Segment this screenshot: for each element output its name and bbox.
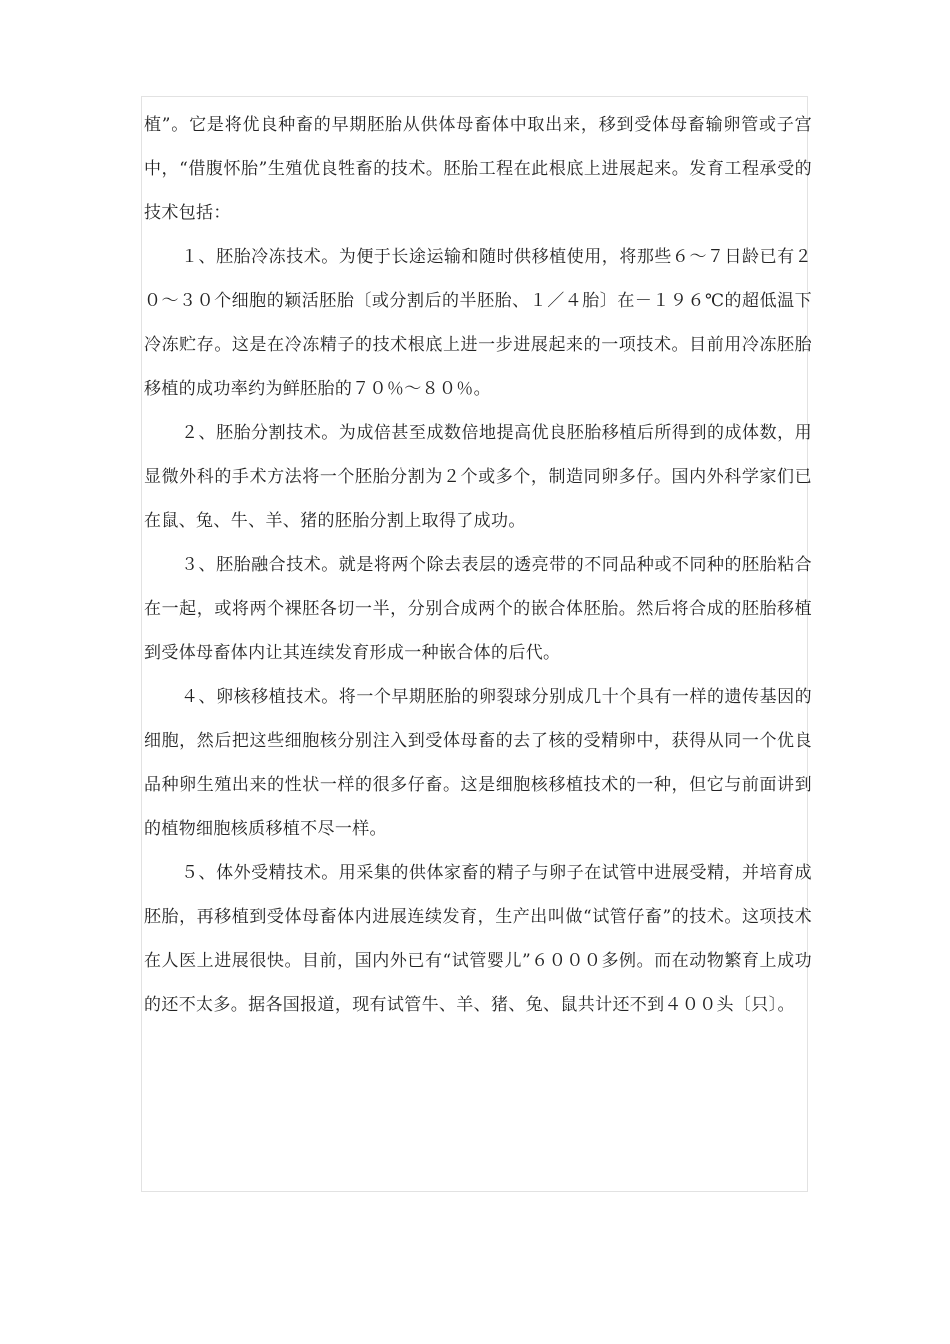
paragraph-embryo-fusion: ３、胚胎融合技术。就是将两个除去表层的透亮带的不同品种或不同种的胚胎粘合在一起，或将两个裸胚各切一半，分别合成两个的嵌合体胚胎。然后将合成的胚胎移植到受体母畜体内让其连续发育形成一种嵌合体的后代。	[144, 555, 812, 663]
paragraph-embryo-freezing: １、胚胎冷冻技术。为便于长途运输和随时供移植使用，将那些６～７日龄已有２０～３０个细胞的颖活胚胎〔或分割后的半胚胎、１／４胎〕在－１９６℃的超低温下冷冻贮存。这是在冷冻精子的技术根底上进一步进展起来的一项技术。目前用冷冻胚胎移植的成功率约为鲜胚胎的７０％～８０％。	[144, 247, 812, 399]
paragraph-intro: 植”。它是将优良种畜的早期胚胎从供体母畜体中取出来，移到受体母畜输卵管或子宫中，“借腹怀胎”生殖优良牲畜的技术。胚胎工程在此根底上进展起来。发育工程承受的技术包括：	[144, 115, 812, 223]
paragraph-nuclear-transfer: ４、卵核移植技术。将一个早期胚胎的卵裂球分别成几十个具有一样的遗传基因的细胞，然后把这些细胞核分别注入到受体母畜的去了核的受精卵中，获得从同一个优良品种卵生殖出来的性状一样的很多仔畜。这是细胞核移植技术的一种，但它与前面讲到的植物细胞核质移植不尽一样。	[144, 687, 812, 839]
paragraph-ivf: ５、体外受精技术。用采集的供体家畜的精子与卵子在试管中进展受精，并培育成胚胎，再移植到受体母畜体内进展连续发育，生产出叫做“试管仔畜”的技术。这项技术在人医上进展很快。目前，国内外已有“试管婴儿”６０００多例。而在动物繁育上成功的还不太多。据各国报道，现有试管牛、羊、猪、兔、鼠共计还不到４００头〔只〕。	[144, 863, 812, 1015]
paragraph-embryo-splitting: ２、胚胎分割技术。为成倍甚至成数倍地提高优良胚胎移植后所得到的成体数，用显微外科的手术方法将一个胚胎分割为２个或多个，制造同卵多仔。国内外科学家们已在鼠、兔、牛、羊、猪的胚胎分割上取得了成功。	[144, 423, 812, 531]
document-body	[144, 103, 812, 1027]
